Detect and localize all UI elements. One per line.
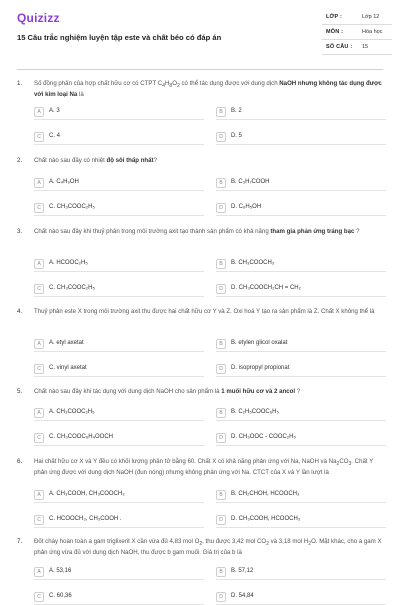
answer-option-a[interactable]	[34, 105, 204, 120]
answer-option-a[interactable]	[34, 176, 204, 191]
answer-option-d[interactable]	[216, 282, 386, 297]
answer-option-b[interactable]	[216, 488, 386, 503]
answer-option-b[interactable]	[216, 406, 386, 421]
option-letter-box[interactable]: B	[216, 259, 226, 269]
option-letter-box[interactable]: D	[216, 592, 226, 602]
option-text: D. CH₃COOH, HCOOCH₃	[231, 516, 301, 522]
question-number: 4.	[17, 308, 23, 315]
answer-option-a[interactable]	[34, 257, 204, 272]
meta-key: SỐ CÂU :	[326, 44, 353, 50]
option-text: B. CH₂CHOH, HCOOCH₃	[231, 491, 300, 497]
page-title: 15 Câu trắc nghiệm luyện tập este và chất béo có đáp án	[17, 33, 222, 42]
option-text: C. 60,36	[49, 593, 72, 599]
question-number: 3.	[17, 228, 23, 235]
meta-value: Lớp 12	[362, 14, 380, 20]
option-letter-box[interactable]: A	[34, 178, 44, 188]
question-number: 5.	[17, 388, 23, 395]
option-text: B. 2	[231, 108, 242, 114]
option-letter-box[interactable]: B	[216, 178, 226, 188]
answer-option-b[interactable]	[216, 565, 386, 580]
meta-divider	[322, 39, 392, 40]
option-text: D. C₆H₅OH	[231, 204, 262, 210]
question-number: 2.	[17, 157, 23, 164]
answer-option-c[interactable]	[34, 431, 204, 446]
logo-text: Quizizz	[17, 11, 60, 25]
option-text: B. CH₃COOCH₃	[231, 260, 275, 266]
option-text: A. C₄H₉OH	[49, 179, 79, 185]
answer-option-d[interactable]	[216, 431, 386, 446]
option-letter-box[interactable]: B	[216, 490, 226, 500]
option-text: D. isopropyl propionat	[231, 365, 290, 371]
option-text: C. CH₃COOC₂H₅	[49, 204, 95, 210]
option-letter-box[interactable]: B	[216, 339, 226, 349]
meta-info	[322, 14, 392, 59]
option-text: C. CH₃COOC₆H₄OOCH	[49, 434, 113, 440]
answer-option-c[interactable]	[34, 201, 204, 216]
answer-option-b[interactable]	[216, 176, 386, 191]
answer-option-c[interactable]	[34, 513, 204, 528]
option-text: C. HCOOCH₃, CH₃COOH .	[49, 516, 122, 522]
answer-option-a[interactable]	[34, 337, 204, 352]
option-text: B. etylen glicol oxalat	[231, 340, 288, 346]
meta-row-subject	[322, 29, 392, 44]
option-text: C. vinyl axetat	[49, 365, 87, 371]
meta-divider	[322, 54, 392, 55]
quizizz-logo[interactable]	[17, 11, 60, 25]
question-number: 6.	[17, 458, 23, 465]
answer-option-b[interactable]	[216, 337, 386, 352]
answer-option-d[interactable]	[216, 590, 386, 605]
option-letter-box[interactable]: C	[34, 284, 44, 294]
option-letter-box[interactable]: C	[34, 433, 44, 443]
option-letter-box[interactable]: B	[216, 567, 226, 577]
option-text: D. 5	[231, 133, 243, 139]
question-number: 7.	[17, 538, 23, 545]
option-text: A. CH₃COOC₂H₅	[49, 409, 95, 415]
option-letter-box[interactable]: C	[34, 364, 44, 374]
option-letter-box[interactable]: A	[34, 259, 44, 269]
answer-option-a[interactable]	[34, 406, 204, 421]
page-header	[0, 0, 400, 70]
option-letter-box[interactable]: B	[216, 408, 226, 418]
question-number: 1.	[17, 80, 23, 87]
option-letter-box[interactable]: D	[216, 433, 226, 443]
question-text: Thuỷ phân este X trong môi trường axit thu được hai chất hữu cơ Y và Z. Oxi hoá Y tạo ra sản phẩm là Z. Chất X không thể là	[34, 308, 375, 315]
answer-option-c[interactable]	[34, 362, 204, 377]
option-letter-box[interactable]: D	[216, 515, 226, 525]
question-text: Chất nào sau đây có nhiệt độ sôi thấp nhất?	[34, 157, 157, 164]
answer-option-d[interactable]	[216, 130, 386, 145]
option-text: B. C₂H₅COOC₆H₅	[231, 409, 279, 415]
answer-option-d[interactable]	[216, 513, 386, 528]
meta-row-class	[322, 14, 392, 29]
option-text: D. CH₃OOC - COOC₂H₅	[231, 434, 296, 440]
option-letter-box[interactable]: D	[216, 132, 226, 142]
option-letter-box[interactable]: D	[216, 203, 226, 213]
option-letter-box[interactable]: A	[34, 339, 44, 349]
option-text: A. 53,16	[49, 568, 72, 574]
header-divider	[17, 69, 383, 70]
option-letter-box[interactable]: B	[216, 107, 226, 117]
answer-option-d[interactable]	[216, 362, 386, 377]
meta-key: LỚP :	[326, 14, 342, 20]
option-letter-box[interactable]: D	[216, 364, 226, 374]
question-text: Chất nào sau đây khi thuỷ phân trong môi trường axit tạo thành sản phẩm có khả năng tham gia phản ứng tráng bạc ?	[34, 228, 360, 235]
answer-option-c[interactable]	[34, 282, 204, 297]
option-text: A. 3	[49, 108, 60, 114]
question-text: Hai chất hữu cơ X và Y đều có khối lượng phân tử bằng 60. Chất X có khả năng phản ứng với Na, NaOH và $Na_2CO_3$. Chất Y phản ứng được với dung dịch NaOH (đun nóng) nhưng không phản ứng với Na. CTCT của X và Y lần lượt là	[34, 458, 374, 476]
answer-option-b[interactable]	[216, 257, 386, 272]
option-letter-box[interactable]: D	[216, 284, 226, 294]
meta-key: MÔN :	[326, 29, 344, 35]
option-letter-box[interactable]: C	[34, 592, 44, 602]
answer-option-c[interactable]	[34, 590, 204, 605]
meta-row-count	[322, 44, 392, 59]
option-text: A. HCOOC₂H₅	[49, 260, 88, 266]
question-text: Số đồng phân của hợp chất hữu cơ có CTPT $C_4H_8O_2$ có thể tác dụng được với dung dịch NaOH nhưng không tác dụng được với kim loại Na là	[34, 80, 382, 98]
answer-option-b[interactable]	[216, 105, 386, 120]
option-letter-box[interactable]: C	[34, 132, 44, 142]
option-text: D. 54,84	[231, 593, 254, 599]
option-text: D. CH₃COOCH₂CH = CH₂	[231, 285, 301, 291]
option-letter-box[interactable]: C	[34, 203, 44, 213]
option-letter-box[interactable]: A	[34, 408, 44, 418]
option-text: C. CH₃COOC₂H₅	[49, 285, 95, 291]
question-text: Chất nào sau đây khi tác dụng với dung dịch NaOH cho sản phẩm là 1 muối hữu cơ và 2 ancol ?	[34, 388, 301, 395]
question-text: Đốt cháy hoàn toàn a gam triglixerit X cần vừa đủ 4,83 mol $O_2$, thu được 3,42 mol $CO_2$ và 3,18 mol $H_2O$. Mặt khác, cho a gam X phản ứng vừa đủ với dung dịch NaOH, thu được b gam muối. Giá trị của b là	[34, 538, 382, 556]
option-text: A. etyl axetat	[49, 340, 84, 346]
option-text: B. C₃H₇COOH	[231, 179, 270, 185]
option-text: C. 4	[49, 133, 61, 139]
option-letter-box[interactable]: A	[34, 567, 44, 577]
answer-option-c[interactable]	[34, 130, 204, 145]
answer-option-d[interactable]	[216, 201, 386, 216]
meta-value: Hóa học	[362, 29, 383, 35]
option-letter-box[interactable]: C	[34, 515, 44, 525]
answer-option-a[interactable]	[34, 565, 204, 580]
option-text: A. CH₃COOH, CH₃COOCH₃	[49, 491, 125, 497]
answer-option-a[interactable]	[34, 488, 204, 503]
meta-divider	[322, 24, 392, 25]
meta-value: 15	[362, 44, 369, 50]
option-text: B. 57,12	[231, 568, 254, 574]
option-letter-box[interactable]: A	[34, 107, 44, 117]
option-letter-box[interactable]: A	[34, 490, 44, 500]
